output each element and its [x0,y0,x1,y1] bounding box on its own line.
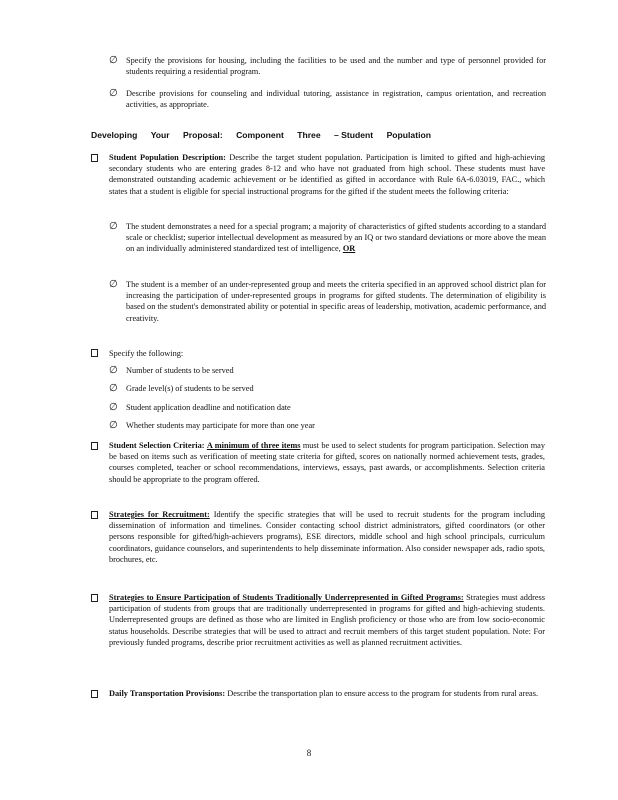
specify-item: Number of students to be served [126,366,234,375]
square-bullet-icon [91,690,98,698]
recruitment-label: Strategies for Recruitment: [109,510,210,519]
transportation-section: Daily Transportation Provisions: Describe the transportation plan to ensure access to the program for students from rural areas. [109,689,539,698]
criteria-bullet-1: The student demonstrates a need for a special program; a majority of characteristics of gifted students according to a standard scale or checklist; superior intellectual development as measured by an IQ or two standard deviations or more above the mean on an individually administered standardized test of intelligence, OR [126,222,546,254]
specify-label: Specify the following: [109,349,184,358]
student-population-label: Student Population Description: [109,153,226,162]
null-bullet-icon: ∅ [109,420,118,431]
square-bullet-icon [91,594,98,602]
selection-label: Student Selection Criteria: [109,441,205,450]
null-bullet-icon: ∅ [109,402,118,413]
page-number: 8 [306,748,312,758]
null-bullet-icon: ∅ [109,88,118,99]
specify-item: Grade level(s) of students to be served [126,384,254,393]
section-heading: Developing Your Proposal: Component Three – Student Population [91,130,431,140]
or-label: OR [342,244,356,254]
null-bullet-icon: ∅ [109,365,118,376]
counseling-bullet: Describe provisions for counseling and individual tutoring, assistance in registration, campus orientation, and recreation activities, as appropriate. [126,89,546,110]
specify-item: Whether students may participate for more than one year [126,421,315,430]
null-bullet-icon: ∅ [109,55,118,66]
participation-section: Strategies to Ensure Participation of Students Traditionally Underrepresented in Gifted Programs: Strategies must address participation of students from groups that are traditionally underrepresented in programs for gifted and high-achieving students. Underrepresented groups are defined as those who are limited in English proficiency or those who are from low socio-economic status households. Describe strategies that will be used to attract and recruit members of this target student population. Note: For previously funded programs, describe prior recruitment activities as well as planned recruitment activities. [109,593,546,647]
square-bullet-icon [91,349,98,357]
square-bullet-icon [91,442,98,450]
criteria-bullet-2: The student is a member of an under-represented group and meets the criteria specified in an approved school district plan for increasing the participation of under-represented groups in programs for gifted students. The determination of eligibility is based on the student's demonstrated ability or potential in specific areas of leadership, motivation, academic performance, and creativity. [126,280,546,323]
null-bullet-icon: ∅ [109,383,118,394]
null-bullet-icon: ∅ [109,221,118,232]
housing-bullet: Specify the provisions for housing, including the facilities to be used and the number and type of personnel provided for students requiring a residential program. [126,56,546,77]
square-bullet-icon [91,154,98,162]
recruitment-section: Strategies for Recruitment: Identify the specific strategies that will be used to recruit students for the program including dissemination of information and timelines. Consider contacting school district administrators, gifted coordinators (or other persons responsible for gifted/high-achievers programs), ESE directors, middle school and high school principals, curriculum coordinators, guidance counselors, and superintendents to help disseminate information. Also consider newspaper ads, radio spots, brochures, etc. [109,510,546,564]
student-population-section: Student Population Description: Describe the target student population. Participation is limited to gifted and high-achieving secondary students who are entering grades 8-12 and who have not graduated from high school. These students must have demonstrated outstanding academic achievement or be identified as gifted in accordance with Rule 6A-6.03019, FAC., which states that a student is eligible for special instructional programs for the gifted if the student meets the following criteria: [109,153,545,196]
square-bullet-icon [91,511,98,519]
null-bullet-icon: ∅ [109,279,118,290]
participation-label: Strategies to Ensure Participation of Students Traditionally Underrepresented in Gifted Programs: [109,593,464,602]
specify-item: Student application deadline and notification date [126,403,291,412]
transportation-label: Daily Transportation Provisions: [109,689,226,698]
selection-criteria-section: Student Selection Criteria: A minimum of three items must be used to select students for program participation. Selection may be based on items such as verification of meeting state criteria for gifted, scores on nationally normed achievement tests, grades, courses completed, teacher or school recommendations, interviews, essays, past awards, or accomplishments. Selection criteria should be appropriate to the program offered. [109,441,546,484]
minimum-label: A minimum of three items [206,441,301,450]
